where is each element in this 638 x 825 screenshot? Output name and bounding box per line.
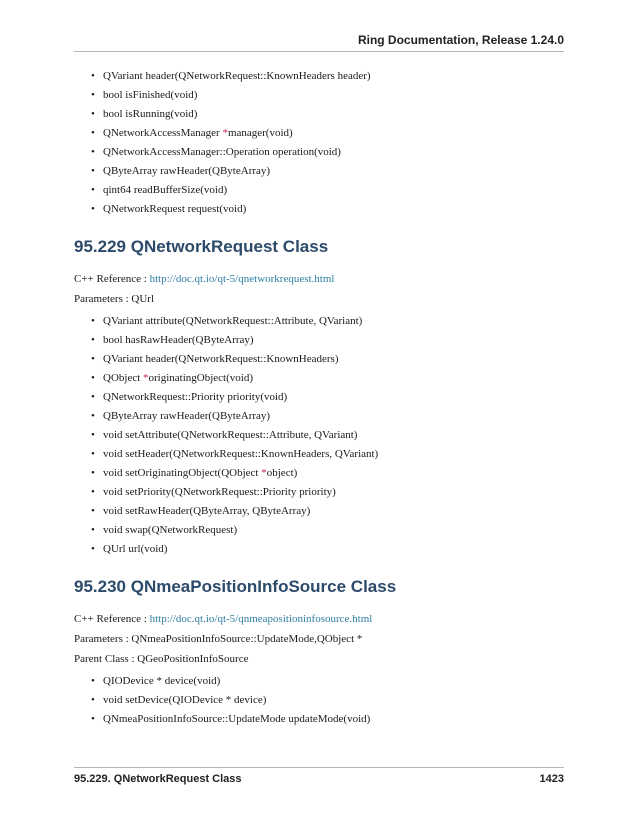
list-item	[91, 467, 564, 480]
list-item-text: originatingObject(void)	[148, 372, 253, 384]
parent-class: Parent Class : QGeoPositionInfoSource	[74, 653, 249, 665]
list-item: • QVariant header(QNetworkRequest::KnownHeaders)	[91, 353, 564, 366]
list-item-text: object)	[266, 467, 298, 479]
footer-divider	[74, 767, 564, 768]
list-item	[91, 372, 564, 385]
parameters: Parameters : QNmeaPositionInfoSource::UpdateMode,QObject *	[74, 633, 363, 645]
reference-link[interactable]: http://doc.qt.io/qt-5/qnetworkrequest.html	[149, 273, 335, 285]
section-qnmeapositioninfosource	[74, 577, 564, 726]
list-item: • QNetworkRequest::Priority priority(void)	[91, 391, 564, 404]
list-item: • QNetworkRequest request(void)	[91, 203, 564, 216]
method-list	[74, 70, 564, 216]
list-item: • bool isRunning(void)	[91, 108, 564, 121]
footer-section-title: 95.229. QNetworkRequest Class	[74, 773, 242, 785]
pointer-asterisk: *	[222, 127, 228, 139]
list-item-text: void setOriginatingObject(QObject	[103, 467, 262, 479]
list-item: • void setAttribute(QNetworkRequest::Attribute, QVariant)	[91, 429, 564, 442]
list-item: • bool isFinished(void)	[91, 89, 564, 102]
list-item: • QByteArray rawHeader(QByteArray)	[91, 165, 564, 178]
list-item: • qint64 readBufferSize(void)	[91, 184, 564, 197]
list-item: • void setRawHeader(QByteArray, QByteArray)	[91, 505, 564, 518]
cpp-reference	[74, 273, 564, 286]
pointer-asterisk: *	[143, 372, 149, 384]
list-item-text: QNetworkAccessManager	[103, 127, 223, 139]
method-list	[74, 315, 564, 556]
section-qnetworkrequest	[74, 237, 564, 556]
page-number: 1423	[539, 773, 564, 785]
list-item: • void setHeader(QNetworkRequest::KnownHeaders, QVariant)	[91, 448, 564, 461]
running-header: Ring Documentation, Release 1.24.0	[357, 33, 564, 47]
list-item: • void setPriority(QNetworkRequest::Priority priority)	[91, 486, 564, 499]
list-item: • QVariant header(QNetworkRequest::KnownHeaders header)	[91, 70, 564, 83]
method-list	[74, 675, 564, 726]
cpp-reference	[74, 613, 564, 626]
list-item: • QNetworkAccessManager::Operation operation(void)	[91, 146, 564, 159]
list-item: • QByteArray rawHeader(QByteArray)	[91, 410, 564, 423]
header-divider	[74, 51, 564, 52]
list-item-text: QObject	[103, 372, 144, 384]
section-qnetworkreply-methods	[74, 70, 564, 216]
list-item	[91, 127, 564, 140]
list-item: • QIODevice * device(void)	[91, 675, 564, 688]
page-content	[74, 70, 564, 732]
reference-link[interactable]: http://doc.qt.io/qt-5/qnmeapositioninfosource.html	[149, 613, 373, 625]
reference-label: C++ Reference :	[74, 613, 150, 625]
section-heading: 95.229 QNetworkRequest Class	[74, 237, 329, 256]
section-heading: 95.230 QNmeaPositionInfoSource Class	[74, 577, 397, 596]
list-item: • void swap(QNetworkRequest)	[91, 524, 564, 537]
pointer-asterisk: *	[261, 467, 267, 479]
list-item-text: manager(void)	[227, 127, 293, 139]
parameters: Parameters : QUrl	[74, 293, 155, 305]
reference-label: C++ Reference :	[74, 273, 150, 285]
list-item: • QNmeaPositionInfoSource::UpdateMode updateMode(void)	[91, 713, 564, 726]
list-item: • QUrl url(void)	[91, 543, 564, 556]
list-item: • QVariant attribute(QNetworkRequest::Attribute, QVariant)	[91, 315, 564, 328]
list-item: • bool hasRawHeader(QByteArray)	[91, 334, 564, 347]
list-item: • void setDevice(QIODevice * device)	[91, 694, 564, 707]
